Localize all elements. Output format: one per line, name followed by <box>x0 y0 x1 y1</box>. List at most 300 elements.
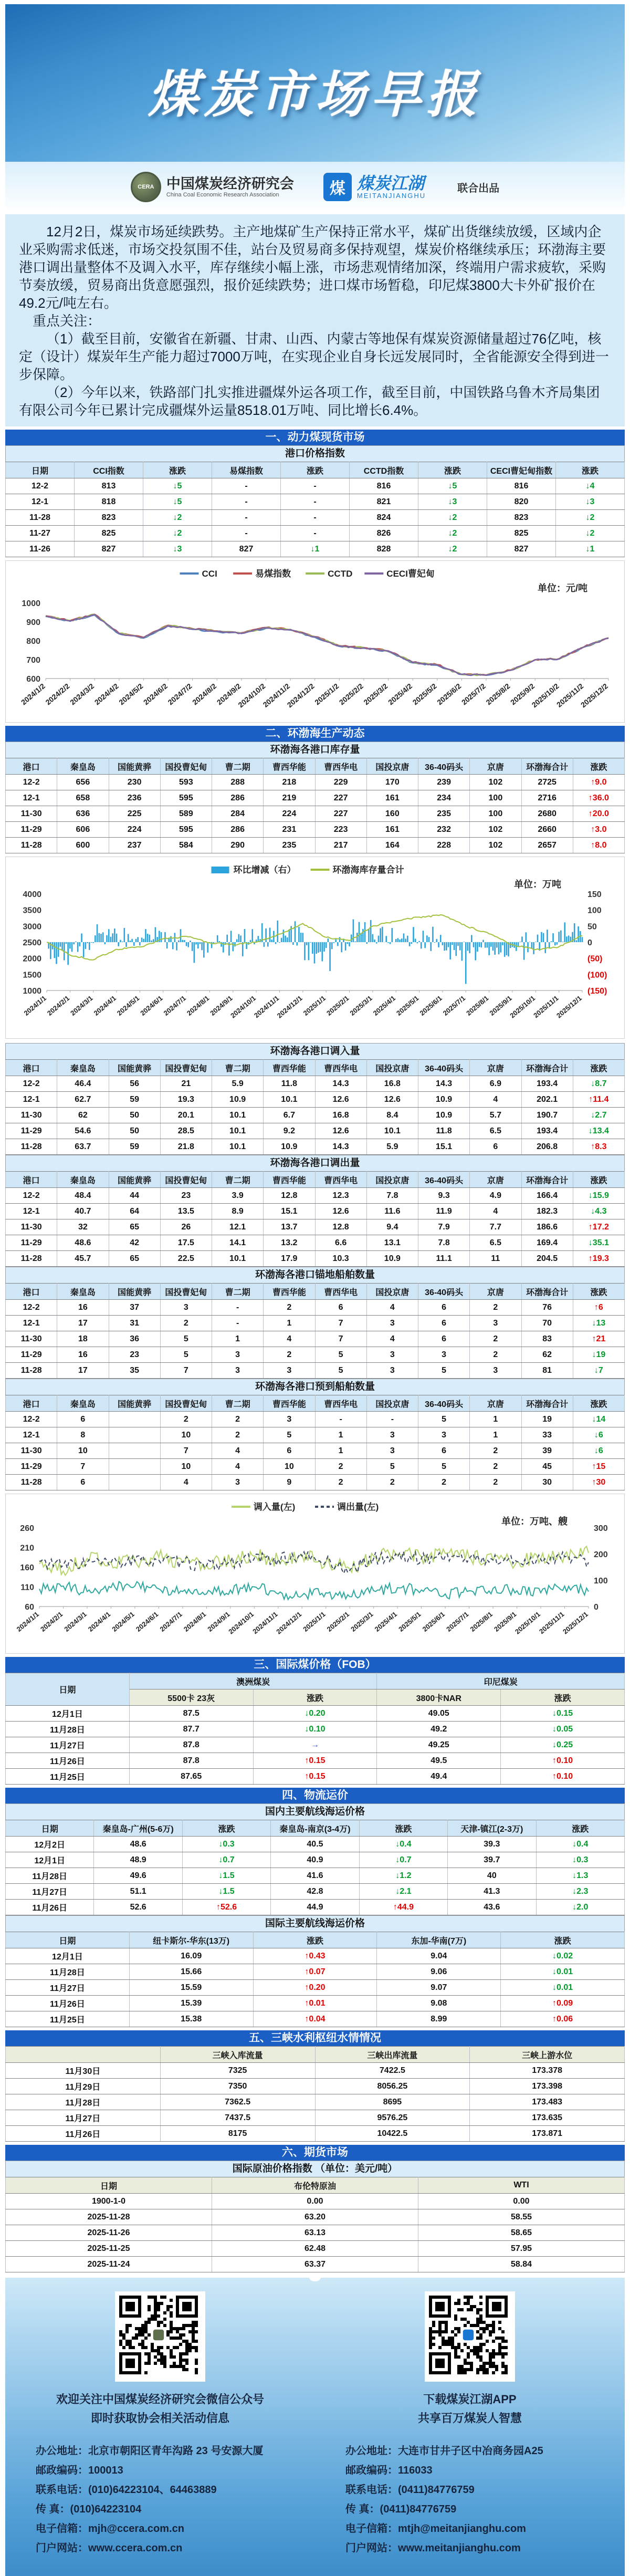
svg-text:2024/5/1: 2024/5/1 <box>110 1610 135 1633</box>
cell-value: 59 <box>109 1139 160 1155</box>
cell-value: 15.38 <box>129 2011 253 2027</box>
column-header: 国投曹妃甸 <box>160 1395 212 1412</box>
cell-value: 57.95 <box>418 2241 625 2257</box>
row-date: 11-29 <box>6 1347 57 1363</box>
cell-value: 102 <box>470 775 521 790</box>
contact-line: 门户网站：www.meitanjianghu.com <box>345 2539 543 2558</box>
table-row <box>6 1235 625 1251</box>
svg-text:2024/6/1: 2024/6/1 <box>134 1610 160 1633</box>
cell-value: 6 <box>418 1331 470 1347</box>
table-row <box>6 1108 625 1123</box>
column-header: 京唐 <box>470 1060 521 1076</box>
data-table <box>5 1395 625 1490</box>
svg-text:2025/6/1: 2025/6/1 <box>421 1610 446 1633</box>
table-row <box>6 1459 625 1475</box>
svg-text:2024/6/1: 2024/6/1 <box>139 994 164 1017</box>
cell-value: ↑21 <box>573 1331 624 1347</box>
cell-value: ↑0.10 <box>501 1769 625 1785</box>
section-3-header: 三、国际煤价格（FOB） <box>5 1657 625 1673</box>
cell-value: 59 <box>109 1092 160 1108</box>
cell-value: 2 <box>264 1347 315 1363</box>
svg-text:2024/10/2: 2024/10/2 <box>236 682 267 709</box>
cell-value: 595 <box>160 790 212 806</box>
cell-value: 8695 <box>315 2094 470 2110</box>
cell-value: - <box>281 526 350 541</box>
cell-value: 100 <box>470 790 521 806</box>
contact-line: 联系电话：(010)64223104、64463889 <box>36 2480 263 2500</box>
table-row <box>6 1300 625 1316</box>
svg-text:2025/5/1: 2025/5/1 <box>397 1610 422 1633</box>
joint-publish-label: 联合出品 <box>457 180 499 195</box>
cell-value: 3 <box>470 1363 521 1379</box>
table-row <box>6 2257 625 2272</box>
table-row <box>6 1347 625 1363</box>
svg-text:2024/12/2: 2024/12/2 <box>286 682 316 709</box>
row-date: 11月28日 <box>6 1964 130 1980</box>
row-date: 11月28日 <box>6 1868 94 1884</box>
cell-value: 15.59 <box>129 1980 253 1996</box>
cell-value: 23 <box>109 1347 160 1363</box>
cell-value: 40.9 <box>271 1852 359 1868</box>
cell-value: 2 <box>470 1459 521 1475</box>
column-header: 三峡出库流量 <box>315 2047 470 2063</box>
cell-value: 42.8 <box>271 1884 359 1900</box>
cell-value: ↓5 <box>143 478 212 494</box>
svg-text:2024/1/2: 2024/1/2 <box>19 682 47 706</box>
contact-line: 传 真：(010)64223104 <box>36 2500 263 2519</box>
cell-value: 12.8 <box>264 1188 315 1204</box>
cell-value: 2 <box>160 1412 212 1427</box>
column-header: 秦皇岛 <box>57 1172 109 1188</box>
svg-text:2000: 2000 <box>23 955 41 964</box>
cell-value: 173.398 <box>470 2079 625 2094</box>
cell-value: 595 <box>160 822 212 838</box>
svg-text:2024/1/1: 2024/1/1 <box>15 1610 40 1633</box>
cell-value: 825 <box>487 526 556 541</box>
cell-value: 2657 <box>521 838 573 853</box>
column-header: 国投京唐 <box>366 1284 418 1300</box>
cell-value: 63.20 <box>212 2209 418 2225</box>
subtitle-domestic-freight: 国内主要航线海运价格 <box>5 1803 625 1820</box>
column-header: 涨跌 <box>143 462 212 478</box>
cell-value: 10 <box>57 1443 109 1459</box>
subtitle-expected-ships: 环渤海各港口预到船舶数量 <box>5 1379 625 1395</box>
cell-value: 827 <box>75 541 143 557</box>
cell-value: 3 <box>470 1316 521 1331</box>
cell-value: 33 <box>521 1427 573 1443</box>
cell-value: 11 <box>470 1251 521 1267</box>
svg-text:2025/5/2: 2025/5/2 <box>411 682 438 706</box>
column-header: 京唐 <box>470 1284 521 1300</box>
cell-value: 173.635 <box>470 2110 625 2126</box>
svg-text:2024/8/1: 2024/8/1 <box>185 994 211 1017</box>
column-header: 环渤海合计 <box>521 1172 573 1188</box>
cell-value: 48.9 <box>94 1852 182 1868</box>
cell-value: 45 <box>521 1459 573 1475</box>
cell-value: ↓5 <box>143 494 212 510</box>
cell-value: 11.8 <box>264 1076 315 1092</box>
cell-value: 9.2 <box>264 1123 315 1139</box>
cell-value: 41.3 <box>448 1884 536 1900</box>
svg-text:2025/7/1: 2025/7/1 <box>445 1610 470 1633</box>
cell-value: 4 <box>212 1443 264 1459</box>
cell-value: ↓2 <box>143 510 212 526</box>
cell-value: 290 <box>212 838 264 853</box>
data-table <box>5 2177 625 2272</box>
cell-value <box>109 1412 160 1427</box>
table-row <box>6 1475 625 1490</box>
table-row <box>6 1884 625 1900</box>
cell-value: 3 <box>264 1363 315 1379</box>
cell-value: 6 <box>57 1412 109 1427</box>
table-row <box>6 2011 625 2027</box>
svg-text:2024/2/1: 2024/2/1 <box>39 1610 64 1633</box>
column-header: 曹二期 <box>212 1284 264 1300</box>
cell-value: 17.5 <box>160 1235 212 1251</box>
cell-value: 10.1 <box>366 1123 418 1139</box>
table-row <box>6 1316 625 1331</box>
cell-value: 5 <box>315 1347 366 1363</box>
cell-value: 606 <box>57 822 109 838</box>
cell-value: 22.5 <box>160 1251 212 1267</box>
cell-value: ↓7 <box>573 1363 624 1379</box>
cell-value: 3 <box>264 1412 315 1427</box>
table-row <box>6 2225 625 2241</box>
ccera-name-en: China Coal Economic Research Association <box>166 192 294 198</box>
cell-value: 217 <box>315 838 366 853</box>
cell-value: 48.6 <box>57 1235 109 1251</box>
cell-value: 8.9 <box>212 1204 264 1219</box>
cell-value: 5 <box>315 1363 366 1379</box>
data-table <box>5 1932 625 2027</box>
cell-value: 10 <box>160 1459 212 1475</box>
cell-value: 658 <box>57 790 109 806</box>
cell-value: ↑0.07 <box>253 1964 377 1980</box>
column-header: 国投曹妃甸 <box>160 1284 212 1300</box>
cell-value: 193.4 <box>521 1123 573 1139</box>
cell-value: 161 <box>366 790 418 806</box>
svg-text:2024/6/2: 2024/6/2 <box>142 682 169 706</box>
svg-text:2024/1/1: 2024/1/1 <box>23 994 48 1017</box>
cell-value: ↓0.02 <box>501 1948 625 1964</box>
subtitle-inflow: 环渤海各港口调入量 <box>5 1043 625 1059</box>
cell-value: 3 <box>160 1300 212 1316</box>
cell-value: ↓0.7 <box>182 1852 270 1868</box>
column-header: 天津-镇江(2-3万) <box>448 1820 536 1837</box>
cell-value: 39 <box>521 1443 573 1459</box>
table-sanxia-hydrology <box>5 2046 625 2142</box>
cell-value: 13.7 <box>264 1219 315 1235</box>
cell-value: ↓0.15 <box>501 1706 625 1722</box>
cell-value: 63.13 <box>212 2225 418 2241</box>
svg-text:2024/12/1: 2024/12/1 <box>275 1610 303 1636</box>
cell-value: 229 <box>315 775 366 790</box>
table-row <box>6 1837 625 1852</box>
column-header: 曹西华电 <box>315 1060 366 1076</box>
cell-value: 58.55 <box>418 2209 625 2225</box>
cell-value: ↓0.01 <box>501 1964 625 1980</box>
cell-value: 8.4 <box>366 1108 418 1123</box>
svg-text:CCI: CCI <box>202 569 217 579</box>
svg-text:2024/7/1: 2024/7/1 <box>158 1610 183 1633</box>
cell-value: 9.4 <box>366 1219 418 1235</box>
cell-value: 227 <box>315 806 366 822</box>
cell-value: 48.6 <box>94 1837 182 1852</box>
table-row <box>6 2241 625 2257</box>
svg-text:CCTD: CCTD <box>328 569 352 579</box>
cell-value: 16 <box>57 1300 109 1316</box>
svg-text:2025/8/1: 2025/8/1 <box>465 994 490 1017</box>
cell-value: 161 <box>366 822 418 838</box>
column-header: 3800卡NAR <box>377 1689 501 1706</box>
cell-value: 2 <box>315 1459 366 1475</box>
column-header: 易煤指数 <box>212 462 281 478</box>
row-date: 11月27日 <box>6 1737 130 1753</box>
cell-value: 6.5 <box>470 1235 521 1251</box>
table-row <box>6 1219 625 1235</box>
cell-value: 8 <box>57 1427 109 1443</box>
cell-value: 62.48 <box>212 2241 418 2257</box>
cell-value: 820 <box>487 494 556 510</box>
cell-value: ↓2 <box>418 510 487 526</box>
cell-value: ↑0.15 <box>253 1753 377 1769</box>
cell-value: 2 <box>418 1475 470 1490</box>
cell-value: 48.4 <box>57 1188 109 1204</box>
cell-value: - <box>212 1316 264 1331</box>
cell-value: ↓6 <box>573 1427 624 1443</box>
column-header: 涨跌 <box>182 1820 270 1837</box>
table-anchored-ships <box>5 1283 625 1379</box>
table-row <box>6 1251 625 1267</box>
table-row <box>6 510 625 526</box>
cell-value: 70 <box>521 1316 573 1331</box>
table-row <box>6 806 625 822</box>
cell-value: 5 <box>160 1331 212 1347</box>
cell-value: 223 <box>315 822 366 838</box>
cell-value: 5 <box>418 1363 470 1379</box>
market-summary <box>5 214 625 426</box>
column-header: 涨跌 <box>418 462 487 478</box>
cell-value: 2 <box>366 1475 418 1490</box>
cell-value: 10422.5 <box>315 2126 470 2142</box>
cell-value: 288 <box>212 775 264 790</box>
column-header: 涨跌 <box>556 462 625 478</box>
footer-notch <box>309 2274 321 2281</box>
contact-line: 办公地址：大连市甘井子区中冶商务园A25 <box>345 2442 543 2461</box>
cell-value: 824 <box>350 510 418 526</box>
column-header: 涨跌 <box>253 1932 377 1948</box>
cell-value: 193.4 <box>521 1076 573 1092</box>
column-header: 京唐 <box>470 1395 521 1412</box>
table-port-price-index <box>5 462 625 557</box>
column-header: 三峡入库流量 <box>160 2047 315 2063</box>
column-header: CCTD指数 <box>350 462 418 478</box>
subtitle-anchored-ships: 环渤海各港口锚地船舶数量 <box>5 1267 625 1283</box>
cell-value: - <box>212 1300 264 1316</box>
cell-value: 1 <box>212 1331 264 1347</box>
cell-value: 10 <box>264 1459 315 1475</box>
subtitle-port-price: 港口价格指数 <box>5 445 625 462</box>
cell-value: 87.65 <box>129 1769 253 1785</box>
column-header: 印尼煤炭 <box>377 1673 625 1689</box>
cell-value: 31 <box>109 1316 160 1331</box>
cell-value: 11.1 <box>418 1251 470 1267</box>
cell-value: 9.07 <box>377 1980 501 1996</box>
cell-value: 14.3 <box>315 1076 366 1092</box>
cell-value: ↑0.10 <box>501 1753 625 1769</box>
cell-value: ↓2.1 <box>359 1884 447 1900</box>
column-header: 环渤海合计 <box>521 1284 573 1300</box>
cell-value: 62 <box>57 1108 109 1123</box>
cell-value: ↓14 <box>573 1412 624 1427</box>
cell-value: ↓1.2 <box>359 1868 447 1884</box>
svg-text:110: 110 <box>20 1583 34 1592</box>
cell-value: 3 <box>366 1347 418 1363</box>
table-row <box>6 1412 625 1427</box>
cell-value: 9.04 <box>377 1948 501 1964</box>
svg-text:260: 260 <box>20 1524 34 1533</box>
row-date: 12月1日 <box>6 1852 94 1868</box>
cell-value: 8.99 <box>377 2011 501 2027</box>
row-date: 12-1 <box>6 1092 57 1108</box>
column-header: 环渤海合计 <box>521 1060 573 1076</box>
row-date: 11-29 <box>6 1459 57 1475</box>
row-date: 11月28日 <box>6 1722 130 1737</box>
cell-value: ↓0.7 <box>359 1852 447 1868</box>
cell-value: 32 <box>57 1219 109 1235</box>
footer-left-head2: 即时获取协会相关活动信息 <box>56 2409 264 2428</box>
cell-value: 3 <box>212 1347 264 1363</box>
row-date: 12-2 <box>6 775 57 790</box>
row-date: 12月1日 <box>6 1948 130 1964</box>
cell-value: 43.6 <box>448 1900 536 1915</box>
footer-left-head1: 欢迎关注中国煤炭经济研究会微信公众号 <box>56 2390 264 2409</box>
cell-value: ↓0.4 <box>536 1837 624 1852</box>
subtitle-intl-freight: 国际主要航线海运价格 <box>5 1915 625 1932</box>
svg-text:4000: 4000 <box>23 890 41 899</box>
cell-value: 3 <box>366 1443 418 1459</box>
svg-text:2024/9/1: 2024/9/1 <box>208 994 234 1017</box>
cell-value: ↓4 <box>556 478 625 494</box>
column-header: 36-40码头 <box>418 1172 470 1188</box>
row-date: 11月26日 <box>6 1753 130 1769</box>
cell-value: 12.6 <box>315 1123 366 1139</box>
svg-text:(50): (50) <box>587 955 602 964</box>
cell-value: 10.1 <box>212 1251 264 1267</box>
row-date: 2025-11-25 <box>6 2241 212 2257</box>
cell-value: 206.8 <box>521 1139 573 1155</box>
cell-value: 225 <box>109 806 160 822</box>
svg-text:环渤海库存量合计: 环渤海库存量合计 <box>333 864 404 875</box>
column-header: CCI指数 <box>75 462 143 478</box>
cell-value: 8056.25 <box>315 2079 470 2094</box>
cell-value: 1 <box>470 1427 521 1443</box>
cell-value: ↑9.0 <box>573 775 624 790</box>
cell-value: 10.9 <box>366 1251 418 1267</box>
cell-value: 7 <box>315 1331 366 1347</box>
cell-value: 49.6 <box>94 1868 182 1884</box>
row-date: 2025-11-28 <box>6 2209 212 2225</box>
column-header: 澳洲煤炭 <box>129 1673 377 1689</box>
row-date: 11月27日 <box>6 1980 130 1996</box>
cell-value: ↓0.20 <box>253 1706 377 1722</box>
cell-value: ↓0.25 <box>501 1737 625 1753</box>
cell-value: ↑11.4 <box>573 1092 624 1108</box>
cell-value: ↑52.6 <box>182 1900 270 1915</box>
table-row <box>6 822 625 838</box>
column-header: 国能黄骅 <box>109 1395 160 1412</box>
column-header: 港口 <box>6 1060 57 1076</box>
cell-value: ↑6 <box>573 1300 624 1316</box>
cell-value: ↓19 <box>573 1347 624 1363</box>
column-header: 国投京唐 <box>366 1395 418 1412</box>
cell-value: 236 <box>109 790 160 806</box>
svg-text:1000: 1000 <box>23 987 41 996</box>
cell-value: 13.5 <box>160 1204 212 1219</box>
cell-value: 5.9 <box>366 1139 418 1155</box>
cell-value: 0.00 <box>212 2194 418 2209</box>
svg-text:2024/4/2: 2024/4/2 <box>93 682 120 706</box>
row-date: 11-30 <box>6 806 57 822</box>
cell-value: - <box>212 478 281 494</box>
section-1-header: 一、动力煤现货市场 <box>5 430 625 445</box>
column-header: 涨跌 <box>573 1284 624 1300</box>
cell-value: 2 <box>470 1443 521 1459</box>
cell-value: 65 <box>109 1219 160 1235</box>
table-crude-oil-futures <box>5 2177 625 2272</box>
column-header: CECI曹妃甸指数 <box>487 462 556 478</box>
cell-value: 6 <box>418 1443 470 1459</box>
cell-value: 237 <box>109 838 160 853</box>
table-row <box>6 2110 625 2126</box>
cell-value: ↓2 <box>418 541 487 557</box>
cell-value: 169.4 <box>521 1235 573 1251</box>
row-date: 12-2 <box>6 478 75 494</box>
cell-value: 826 <box>350 526 418 541</box>
cell-value: ↓3 <box>418 494 487 510</box>
column-header: 36-40码头 <box>418 1395 470 1412</box>
svg-text:2025/2/1: 2025/2/1 <box>325 994 350 1017</box>
svg-text:2024/7/1: 2024/7/1 <box>162 994 187 1017</box>
column-header: 国能黄骅 <box>109 758 160 775</box>
table-domestic-freight <box>5 1820 625 1915</box>
cell-value: 821 <box>350 494 418 510</box>
cell-value: ↑8.3 <box>573 1139 624 1155</box>
svg-text:2025/4/1: 2025/4/1 <box>373 1610 398 1633</box>
cell-value: 9.3 <box>418 1188 470 1204</box>
column-header: 港口 <box>6 758 57 775</box>
table-row <box>6 1706 625 1722</box>
svg-text:2025/1/2: 2025/1/2 <box>313 682 340 706</box>
column-header: 曹西华电 <box>315 1172 366 1188</box>
row-date: 11-30 <box>6 1331 57 1347</box>
column-header: 京唐 <box>470 758 521 775</box>
cell-value: 228 <box>418 838 470 853</box>
column-header: 日期 <box>6 462 75 478</box>
cell-value: 4.9 <box>470 1188 521 1204</box>
cell-value <box>109 1443 160 1459</box>
svg-text:单位：万吨、艘: 单位：万吨、艘 <box>501 1516 568 1527</box>
cell-value: 7 <box>315 1316 366 1331</box>
column-header: 涨跌 <box>573 1172 624 1188</box>
column-header: 曹二期 <box>212 1060 264 1076</box>
svg-text:1000: 1000 <box>22 599 40 608</box>
coal-market-morning-report <box>0 4 630 2576</box>
cell-value: ↓0.01 <box>501 1980 625 1996</box>
column-header: 秦皇岛 <box>57 1395 109 1412</box>
svg-text:2025/7/2: 2025/7/2 <box>460 682 487 706</box>
column-header: 国投京唐 <box>366 758 418 775</box>
